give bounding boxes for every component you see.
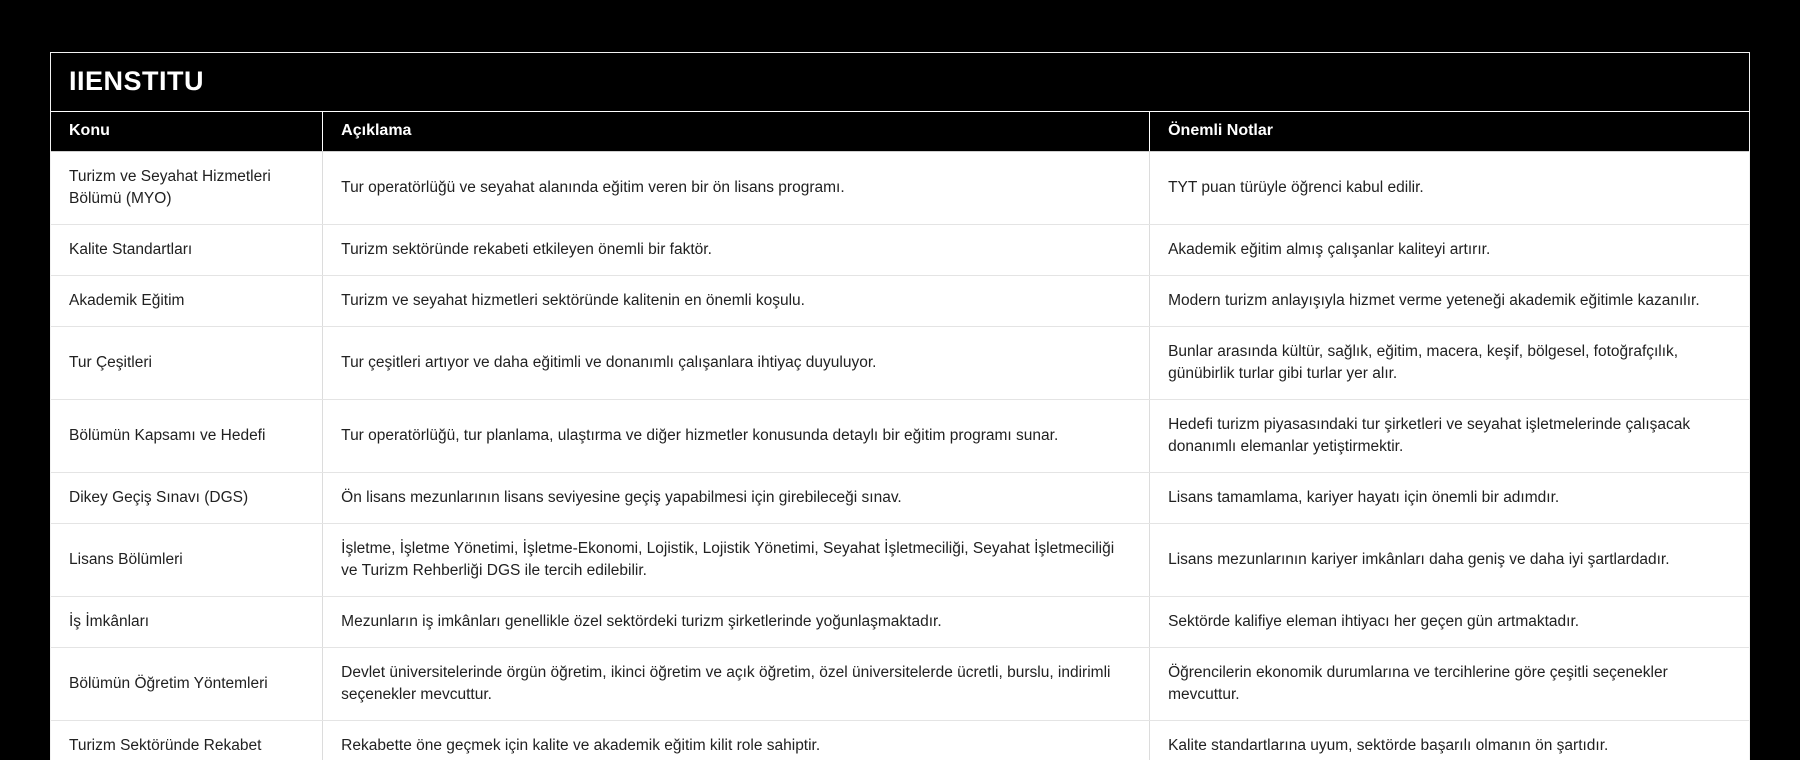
cell-aciklama: Mezunların iş imkânları genellikle özel sektördeki turizm şirketlerinde yoğunlaşmaktadır. [323,597,1150,648]
cell-notlar: Lisans tamamlama, kariyer hayatı için önemli bir adımdır. [1150,473,1749,524]
cell-konu: Bölümün Kapsamı ve Hedefi [51,400,323,473]
table-header-row [51,112,1749,152]
cell-konu: Turizm ve Seyahat Hizmetleri Bölümü (MYO) [51,152,323,225]
cell-aciklama: Tur operatörlüğü, tur planlama, ulaştırma ve diğer hizmetler konusunda detaylı bir eğitim programı sunar. [323,400,1150,473]
cell-notlar: Lisans mezunlarının kariyer imkânları daha geniş ve daha iyi şartlardadır. [1150,524,1749,597]
cell-notlar: Modern turizm anlayışıyla hizmet verme yeteneği akademik eğitimle kazanılır. [1150,276,1749,327]
cell-aciklama: Tur operatörlüğü ve seyahat alanında eğitim veren bir ön lisans programı. [323,152,1150,225]
cell-aciklama: Devlet üniversitelerinde örgün öğretim, ikinci öğretim ve açık öğretim, özel üniversitelerde ücretli, burslu, indirimli seçenekler mevcuttur. [323,648,1150,721]
cell-notlar: TYT puan türüyle öğrenci kabul edilir. [1150,152,1749,225]
cell-konu: Lisans Bölümleri [51,524,323,597]
cell-notlar: Sektörde kalifiye eleman ihtiyacı her geçen gün artmaktadır. [1150,597,1749,648]
cell-aciklama: Rekabette öne geçmek için kalite ve akademik eğitim kilit role sahiptir. [323,721,1150,760]
column-header-onemli-notlar: Önemli Notlar [1150,112,1749,152]
table-row [51,152,1749,225]
cell-notlar: Hedefi turizm piyasasındaki tur şirketleri ve seyahat işletmelerinde çalışacak donanımlı elemanlar yetiştirmektir. [1150,400,1749,473]
table-row [51,721,1749,760]
table-row [51,597,1749,648]
table-row [51,327,1749,400]
table-row [51,648,1749,721]
table-row [51,400,1749,473]
cell-konu: Dikey Geçiş Sınavı (DGS) [51,473,323,524]
table-row [51,524,1749,597]
cell-aciklama: Turizm ve seyahat hizmetleri sektöründe kalitenin en önemli koşulu. [323,276,1150,327]
cell-notlar: Öğrencilerin ekonomik durumlarına ve tercihlerine göre çeşitli seçenekler mevcuttur. [1150,648,1749,721]
cell-notlar: Akademik eğitim almış çalışanlar kaliteyi artırır. [1150,225,1749,276]
cell-aciklama: Turizm sektöründe rekabeti etkileyen önemli bir faktör. [323,225,1150,276]
cell-konu: Turizm Sektöründe Rekabet [51,721,323,760]
table-body [51,152,1749,760]
page-title: IIENSTITU [51,53,1749,112]
cell-aciklama: İşletme, İşletme Yönetimi, İşletme-Ekonomi, Lojistik, Lojistik Yönetimi, Seyahat İşletmeciliği, Seyahat İşletmeciliği ve Turizm Rehberliği DGS ile tercih edilebilir. [323,524,1150,597]
cell-konu: Bölümün Öğretim Yöntemleri [51,648,323,721]
table-row [51,473,1749,524]
table-header [51,112,1749,152]
cell-aciklama: Ön lisans mezunlarının lisans seviyesine geçiş yapabilmesi için girebileceği sınav. [323,473,1150,524]
cell-konu: Kalite Standartları [51,225,323,276]
cell-notlar: Kalite standartlarına uyum, sektörde başarılı olmanın ön şartıdır. [1150,721,1749,760]
info-table-frame [50,52,1750,760]
table-row [51,276,1749,327]
info-table [51,112,1749,760]
cell-aciklama: Tur çeşitleri artıyor ve daha eğitimli ve donanımlı çalışanlara ihtiyaç duyuluyor. [323,327,1150,400]
cell-notlar: Bunlar arasında kültür, sağlık, eğitim, macera, keşif, bölgesel, fotoğrafçılık, günübirlik turlar gibi turlar yer alır. [1150,327,1749,400]
cell-konu: Akademik Eğitim [51,276,323,327]
cell-konu: Tur Çeşitleri [51,327,323,400]
table-row [51,225,1749,276]
cell-konu: İş İmkânları [51,597,323,648]
column-header-konu: Konu [51,112,323,152]
column-header-aciklama: Açıklama [323,112,1150,152]
